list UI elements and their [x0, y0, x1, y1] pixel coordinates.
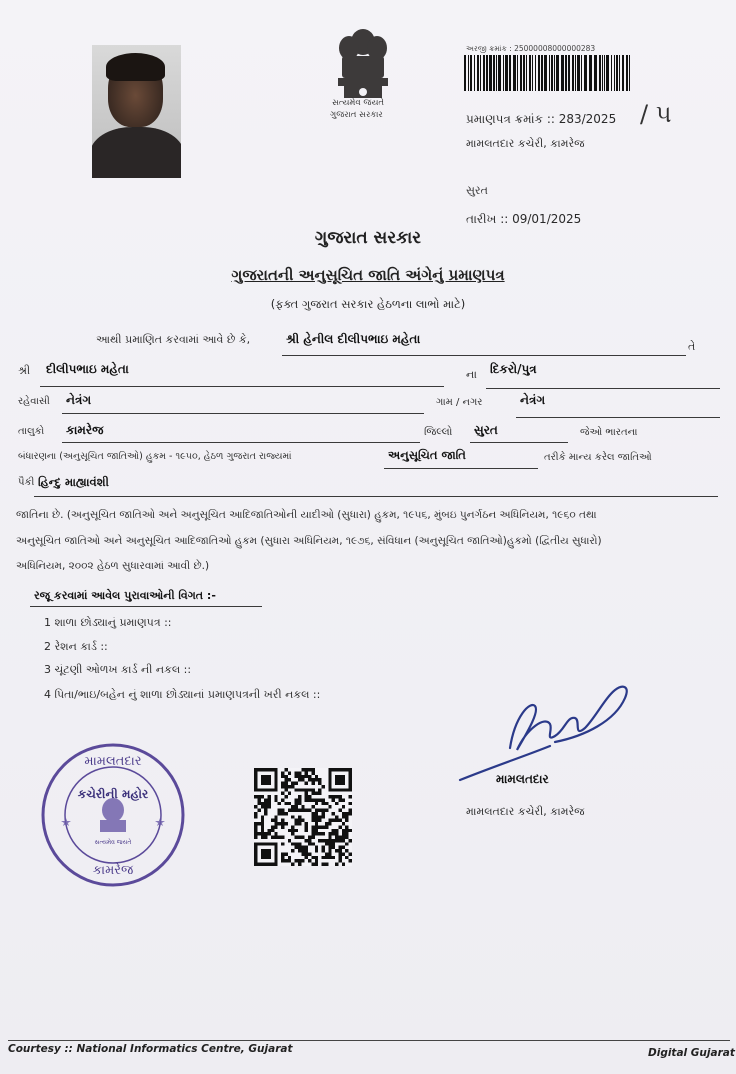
issuing-office: મામલતદાર કચેરી, કામરેજ — [466, 137, 585, 150]
seal-bottom-text: કામરેજ — [92, 863, 134, 878]
relation: દિકરો/પુત્ર — [490, 362, 537, 376]
india-text: જેઓ ભારતના — [580, 427, 638, 438]
applicant-name: શ્રી હેનીલ દીલીપભાઇ મહેતા — [286, 332, 421, 346]
certificate-number: પ્રમાણપત્ર ક્રમાંક :: 283/2025 — [466, 112, 617, 126]
office-seal — [38, 740, 188, 890]
applicant-photo — [92, 45, 181, 178]
barcode — [464, 55, 634, 91]
order-text: બંધારણના (અનુસૂચિત જાતિઓ) હુકમ - ૧૯૫૦, હેઠળ ગુજરાત રાજ્યમાં — [18, 451, 292, 462]
legal-text-line-1: જાતિના છે. (અનુસૂચિત જાતિઓ અને અનુસૂચિત આદિજાતિઓની યાદીઓ (સુધારા) હુકમ, ૧૯૫૬, મુંબઇ પુનર્ગઠન અધિનિયમ, ૧૯૬૦ તથા — [16, 509, 597, 521]
caste-category: અનુસૂચિત જાતિ — [388, 448, 466, 462]
qr-code — [254, 768, 352, 866]
certificate-subtitle: (ફક્ત ગુજરાત સરકાર હેઠળના લાભો માટે) — [270, 297, 466, 311]
seal-top-text: મામલતદાર — [84, 754, 142, 769]
village-value: નેત્રંગ — [520, 393, 546, 407]
resident-value: નેત્રંગ — [66, 393, 92, 407]
evidence-item: 2 રેશન કાર્ડ :: — [44, 640, 108, 653]
evidence-heading: રજૂ કરવામાં આવેલ પુરાવાઓની વિગત :- — [34, 589, 216, 602]
evidence-item: 4 પિતા/ભાઇ/બહેન નું શાળા છોડ્યાનાં પ્રમાણપત્રની ખરી નકલ :: — [44, 688, 321, 701]
evidence-item: 3 ચૂંટણી ઓળખ કાર્ડ ની નકલ :: — [44, 663, 192, 676]
signatory-title: મામલતદાર — [496, 772, 549, 786]
resident-label: રહેવાસી — [18, 396, 50, 407]
district-value: સુરત — [474, 423, 498, 437]
evidence-item: 1 શાળા છોડ્યાનું પ્રમાણપત્ર :: — [44, 616, 172, 629]
na-label: ના — [466, 368, 477, 381]
seal-middle-text: કચેરીની મહોર — [77, 787, 149, 801]
recognized-text: તરીકે માન્ય કરેલ જાતિઓ — [544, 452, 652, 463]
certificate-title: ગુજરાતની અનુસૂચિત જાતિ અંગેનું પ્રમાણપત્ર — [231, 266, 505, 284]
emblem-motto: સત્યમેવ જયતે — [332, 98, 385, 108]
certify-label: આથી પ્રમાણિત કરવામાં આવે છે કે, — [96, 333, 251, 346]
signatory-office: મામલતદાર કચેરી, કામરેજ — [466, 805, 585, 818]
city: સુરત — [466, 184, 488, 197]
among-label: પૈકી — [18, 477, 35, 488]
seal-motto: સત્યમેવ જયતે — [94, 839, 132, 846]
handwritten-mark: / ૫ — [640, 100, 672, 128]
father-name: દીલીપભાઇ મહેતા — [46, 362, 129, 376]
emblem-caption: ગુજરાત સરકાર — [330, 110, 383, 120]
legal-text-line-2: અનુસૂચિત જાતિઓ અને અનુસૂચિત આદિજાતિઓ હુકમ (સુધારા અધિનિયમ, ૧૯૭૬, સંવિધાન (અનુસૂચિત જાતિઓ)હુકમો (દ્વિતીય સુધારો) — [16, 535, 602, 547]
issue-date: તારીખ :: 09/01/2025 — [466, 212, 582, 226]
caste-name: હિન્દુ માહ્યાવંશી — [38, 475, 109, 489]
taluka-value: કામરેજ — [66, 423, 104, 437]
village-label: ગામ / નગર — [436, 397, 483, 408]
footer-courtesy: Courtesy :: National Informatics Centre, Gujarat — [8, 1043, 293, 1055]
government-title: ગુજરાત સરકાર — [314, 228, 422, 248]
application-number: અરજી ક્રમાંક : 25000008000000283 — [466, 44, 596, 53]
district-label: જિલ્લો — [424, 426, 453, 438]
te-label: તે — [688, 340, 696, 353]
shri-label: શ્રી — [18, 364, 31, 377]
taluka-label: તાલુકો — [18, 426, 45, 437]
signature-scribble — [455, 676, 635, 786]
legal-text-line-3: અધિનિયમ, ૨૦૦૨ હેઠળ સુધારવામાં આવી છે.) — [16, 560, 210, 572]
footer-brand: Digital Gujarat — [648, 1047, 735, 1059]
